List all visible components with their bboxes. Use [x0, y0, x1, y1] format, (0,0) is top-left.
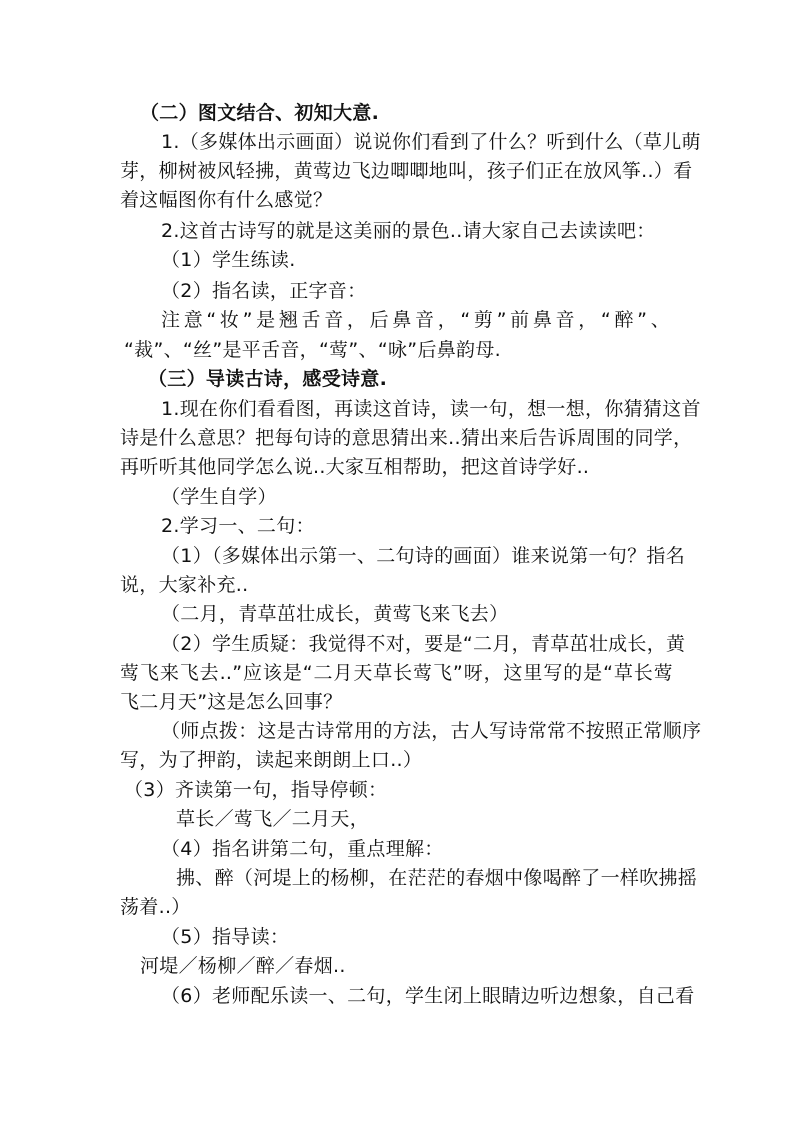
paragraph-line: （1）（多媒体出示第一、二句诗的画面）谁来说第一句？指名	[161, 545, 685, 567]
paragraph-line: 草长／莺飞／二月天，	[176, 808, 370, 830]
paragraph-line: 再听听其他同学怎么说..大家互相帮助，把这首诗学好..	[120, 456, 590, 478]
paragraph-line: （6）老师配乐读一、二句，学生闭上眼睛边听边想象，自己看	[161, 985, 695, 1007]
paragraph-line: 注意“妆”是翘舌音，后鼻音，“剪”前鼻音，“醉”、	[161, 309, 670, 331]
paragraph-line: 荡着..）	[120, 896, 191, 918]
paragraph-line: （3）齐读第一句，指导停顿：	[124, 779, 388, 801]
paragraph-line: 着这幅图你有什么感觉？	[120, 189, 333, 211]
paragraph-line: （师点拨：这是古诗常用的方法，古人写诗常常不按照正常顺序	[161, 720, 702, 742]
paragraph-line: （2）学生质疑：我觉得不对，要是“二月，青草茁壮成长，黄	[161, 633, 686, 655]
paragraph-line: （5）指导读：	[161, 926, 290, 948]
section-heading-2: （二）图文结合、初知大意.	[140, 102, 380, 124]
paragraph-line: （二月，青草茁壮成长，黄莺飞来飞去）	[161, 603, 509, 625]
paragraph-line: （1）学生练读.	[161, 249, 296, 271]
paragraph-line: （学生自学）	[161, 486, 277, 508]
paragraph-line: 诗是什么意思？把每句诗的意思猜出来..猜出来后告诉周围的同学，	[120, 427, 693, 449]
paragraph-line: （2）指名读，正字音：	[161, 280, 367, 302]
paragraph-line: 写，为了押韵，读起来朗朗上口..）	[120, 749, 423, 771]
paragraph-line: 拂、醉（河堤上的杨柳，在茫茫的春烟中像喝醉了一样吹拂摇	[176, 867, 698, 889]
paragraph-line: 1.现在你们看看图，再读这首诗，读一句，想一想，你猜猜这首	[161, 398, 701, 420]
paragraph-line: 芽，柳树被风轻拂，黄莺边飞边唧唧地叫，孩子们正在放风筝..）看	[120, 160, 693, 182]
paragraph-line: 2.学习一、二句：	[161, 515, 315, 537]
paragraph-line: 1.（多媒体出示画面）说说你们看到了什么？听到什么（草儿萌	[161, 131, 701, 153]
paragraph-line: 河堤／杨柳／醉／春烟..	[140, 955, 346, 977]
paragraph-line: 飞二月天”这是怎么回事？	[120, 691, 343, 713]
section-heading-3: （三）导读古诗，感受诗意.	[148, 368, 388, 390]
paragraph-line: （4）指名讲第二句，重点理解：	[161, 838, 444, 860]
paragraph-line: 2.这首古诗写的就是这美丽的景色..请大家自己去读读吧：	[161, 220, 656, 242]
paragraph-line: 说，大家补充..	[120, 574, 249, 596]
paragraph-line: “裁”、“丝”是平舌音，“莺”、“咏”后鼻韵母.	[124, 339, 501, 361]
paragraph-line: 莺飞来飞去..”应该是“二月天草长莺飞”呀，这里写的是“草长莺	[120, 662, 673, 684]
